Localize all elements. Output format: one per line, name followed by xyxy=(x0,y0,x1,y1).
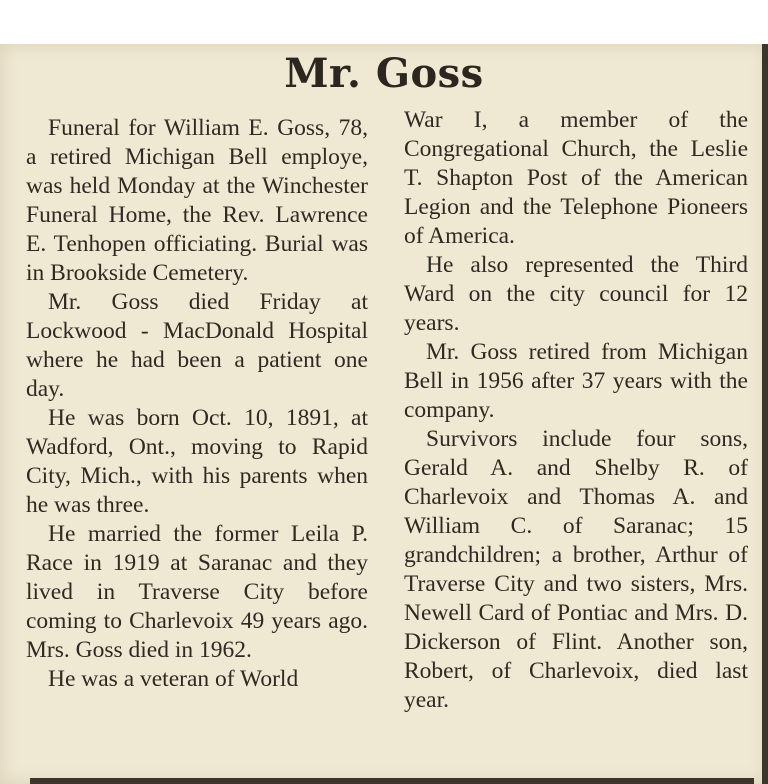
newspaper-clipping xyxy=(0,44,768,784)
paragraph-council: He also represented the Third Ward on the city council for 12 years. xyxy=(404,252,748,336)
article-column-right xyxy=(404,106,748,715)
paragraph-veteran-continued: War I, a member of the Congregational Church, the Leslie T. Shapton Post of the American Legion and the Telephone Pioneers of America. xyxy=(404,107,748,249)
article-column-left xyxy=(26,114,368,694)
paragraph-marriage: He married the former Leila P. Race in 1919 at Saranac and they lived in Traverse City before coming to Charlevoix 49 years ago. Mrs. Goss died in 1962. xyxy=(26,521,368,663)
paragraph-birth: He was born Oct. 10, 1891, at Wadford, Ont., moving to Rapid City, Mich., with his parents when he was three. xyxy=(26,405,368,518)
paragraph-retirement: Mr. Goss retired from Michigan Bell in 1956 after 37 years with the company. xyxy=(404,339,748,423)
article-headline: Mr. Goss xyxy=(284,50,484,97)
paragraph-funeral: Funeral for William E. Goss, 78, a retired Michigan Bell employe, was held Monday at the Winchester Funeral Home, the Rev. Lawrence E. Tenhopen officiating. Burial was in Brookside Cemetery. xyxy=(26,115,368,286)
clipping-edge-shadow xyxy=(762,44,768,784)
paragraph-death: Mr. Goss died Friday at Lockwood - MacDonald Hospital where he had been a patient one day. xyxy=(26,289,368,402)
clipping-bottom-shadow xyxy=(30,778,754,784)
paragraph-veteran-start: He was a veteran of World xyxy=(48,666,299,692)
paragraph-survivors: Survivors include four sons, Gerald A. and Shelby R. of Charlevoix and Thomas A. and William C. of Saranac; 15 grandchildren; a brother, Arthur of Traverse City and two sisters, Mrs. Newell Card of Pontiac and Mrs. D. Dickerson of Flint. Another son, Robert, of Charlevoix, died last year. xyxy=(404,426,748,713)
